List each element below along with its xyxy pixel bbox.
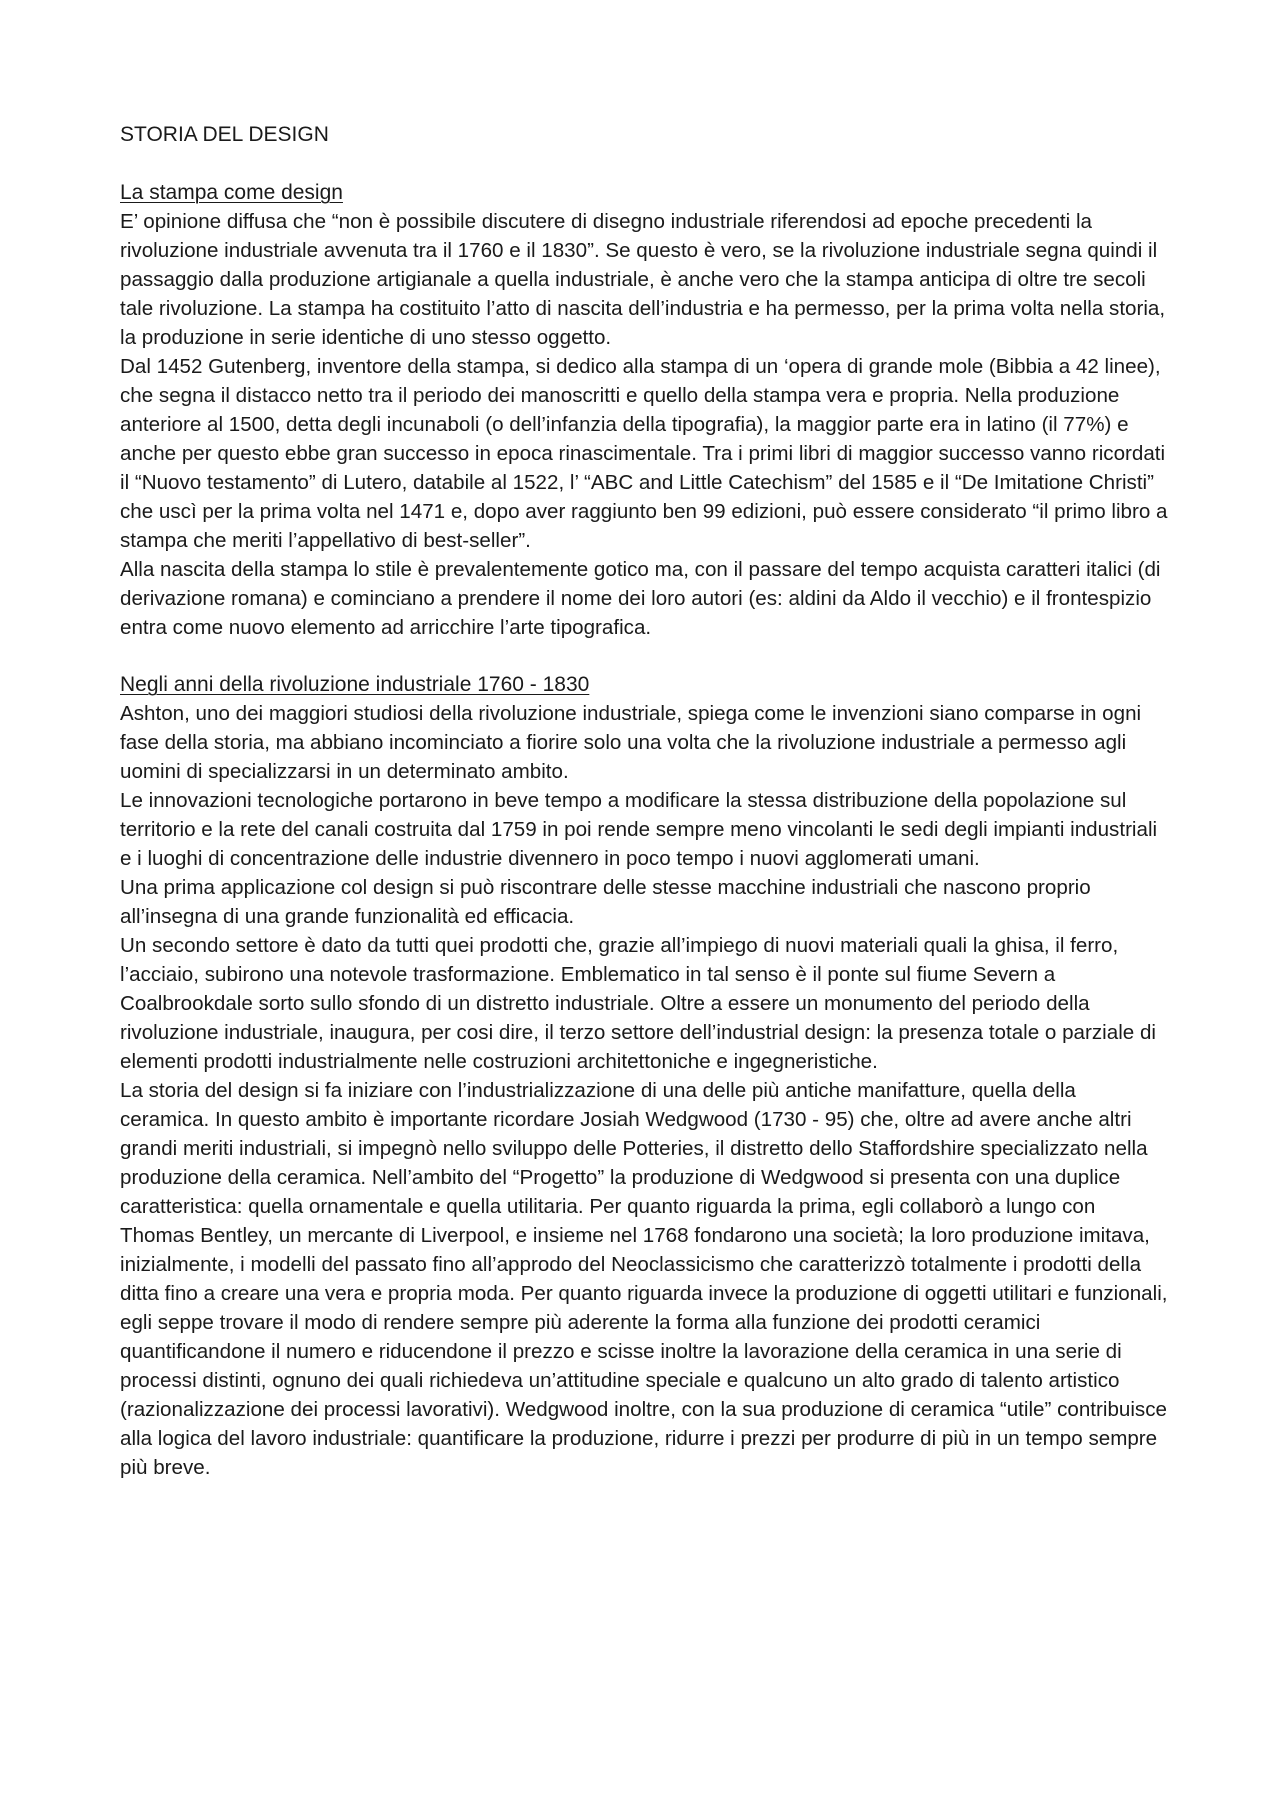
document-title: STORIA DEL DESIGN bbox=[120, 123, 329, 146]
paragraph: Alla nascita della stampa lo stile è prevalentemente gotico ma, con il passare del tempo acquista caratteri italici (di derivazione romana) e cominciano a prendere il nome dei loro autori (es: aldini da Aldo il vecchio) e il frontespizio entra come nuovo elemento ad arricchire l’arte tipografica. bbox=[120, 558, 1161, 639]
section-stampa bbox=[120, 178, 1170, 642]
section-heading: La stampa come design bbox=[120, 181, 343, 204]
paragraph: La storia del design si fa iniziare con l’industrializzazione di una delle più antiche manifatture, quella della ceramica. In questo ambito è importante ricordare Josiah Wedgwood (1730 - 95) che, oltre ad avere anche altri grandi meriti industriali, si impegnò nello sviluppo delle Potteries, il distretto dello Staffordshire specializzato nella produzione della ceramica. Nell’ambito del “Progetto” la produzione di Wedgwood si presenta con una duplice caratteristica: quella ornamentale e quella utilitaria. Per quanto riguarda la prima, egli collaborò a lungo con Thomas Bentley, un mercante di Liverpool, e insieme nel 1768 fondarono una società; la loro produzione imitava, inizialmente, i modelli del passato fino all’approdo del Neoclassicismo che caratterizzò totalmente i prodotti della ditta fino a creare una vera e propria moda. Per quanto riguarda invece la produzione di oggetti utilitari e funzionali, egli seppe trovare il modo di rendere sempre più aderente la forma alla funzione dei prodotti ceramici quantificandone il numero e riducendone il prezzo e scisse inoltre la lavorazione della ceramica in una serie di processi distinti, ognuno dei quali richiedeva un’attitudine speciale e qualcuno un alto grado di talento artistico (razionalizzazione dei processi lavorativi). Wedgwood inoltre, con la sua produzione di ceramica “utile” contribuisce alla logica del lavoro industriale: quantificare la produzione, ridurre i prezzi per produrre di più in un tempo sempre più breve. bbox=[120, 1079, 1168, 1479]
paragraph: Le innovazioni tecnologiche portarono in beve tempo a modificare la stessa distribuzione della popolazione sul territorio e la rete del canali costruita dal 1759 in poi rende sempre meno vincolanti le sedi degli impianti industriali e i luoghi di concentrazione delle industrie divennero in poco tempo i nuovi agglomerati umani. bbox=[120, 789, 1158, 870]
section-heading: Negli anni della rivoluzione industriale 1760 - 1830 bbox=[120, 673, 590, 696]
document-page bbox=[120, 120, 1170, 1510]
paragraph: Ashton, uno dei maggiori studiosi della rivoluzione industriale, spiega come le invenzioni siano comparse in ogni fase della storia, ma abbiano incominciato a fiorire solo una volta che la rivoluzione industriale a permesso agli uomini di specializzarsi in un determinato ambito. bbox=[120, 702, 1142, 783]
paragraph: E’ opinione diffusa che “non è possibile discutere di disegno industriale riferendosi ad epoche precedenti la rivoluzione industriale avvenuta tra il 1760 e il 1830”. Se questo è vero, se la rivoluzione industriale segna quindi il passaggio dalla produzione artigianale a quella industriale, è anche vero che la stampa anticipa di oltre tre secoli tale rivoluzione. La stampa ha costituito l’atto di nascita dell’industria e ha permesso, per la prima volta nella storia, la produzione in serie identiche di uno stesso oggetto. bbox=[120, 210, 1166, 349]
section-rivoluzione-industriale bbox=[120, 670, 1170, 1482]
paragraph: Un secondo settore è dato da tutti quei prodotti che, grazie all’impiego di nuovi materiali quali la ghisa, il ferro, l’acciaio, subirono una notevole trasformazione. Emblematico in tal senso è il ponte sul fiume Severn a Coalbrookdale sorto sullo sfondo di un distretto industriale. Oltre a essere un monumento del periodo della rivoluzione industriale, inaugura, per cosi dire, il terzo settore dell’industrial design: la presenza totale o parziale di elementi prodotti industrialmente nelle costruzioni architettoniche e ingegneristiche. bbox=[120, 934, 1156, 1073]
paragraph: Dal 1452 Gutenberg, inventore della stampa, si dedico alla stampa di un ‘opera di grande mole (Bibbia a 42 linee), che segna il distacco netto tra il periodo dei manoscritti e quello della stampa vera e propria. Nella produzione anteriore al 1500, detta degli incunaboli (o dell’infanzia della tipografia), la maggior parte era in latino (il 77%) e anche per questo ebbe gran successo in epoca rinascimentale. Tra i primi libri di maggior successo vanno ricordati il “Nuovo testamento” di Lutero, databile al 1522, l’ “ABC and Little Catechism” del 1585 e il “De Imitatione Christi” che uscì per la prima volta nel 1471 e, dopo aver raggiunto ben 99 edizioni, può essere considerato “il primo libro a stampa che meriti l’appellativo di best-seller”. bbox=[120, 355, 1168, 552]
paragraph: Una prima applicazione col design si può riscontrare delle stesse macchine industriali che nascono proprio all’insegna di una grande funzionalità ed efficacia. bbox=[120, 876, 1091, 928]
